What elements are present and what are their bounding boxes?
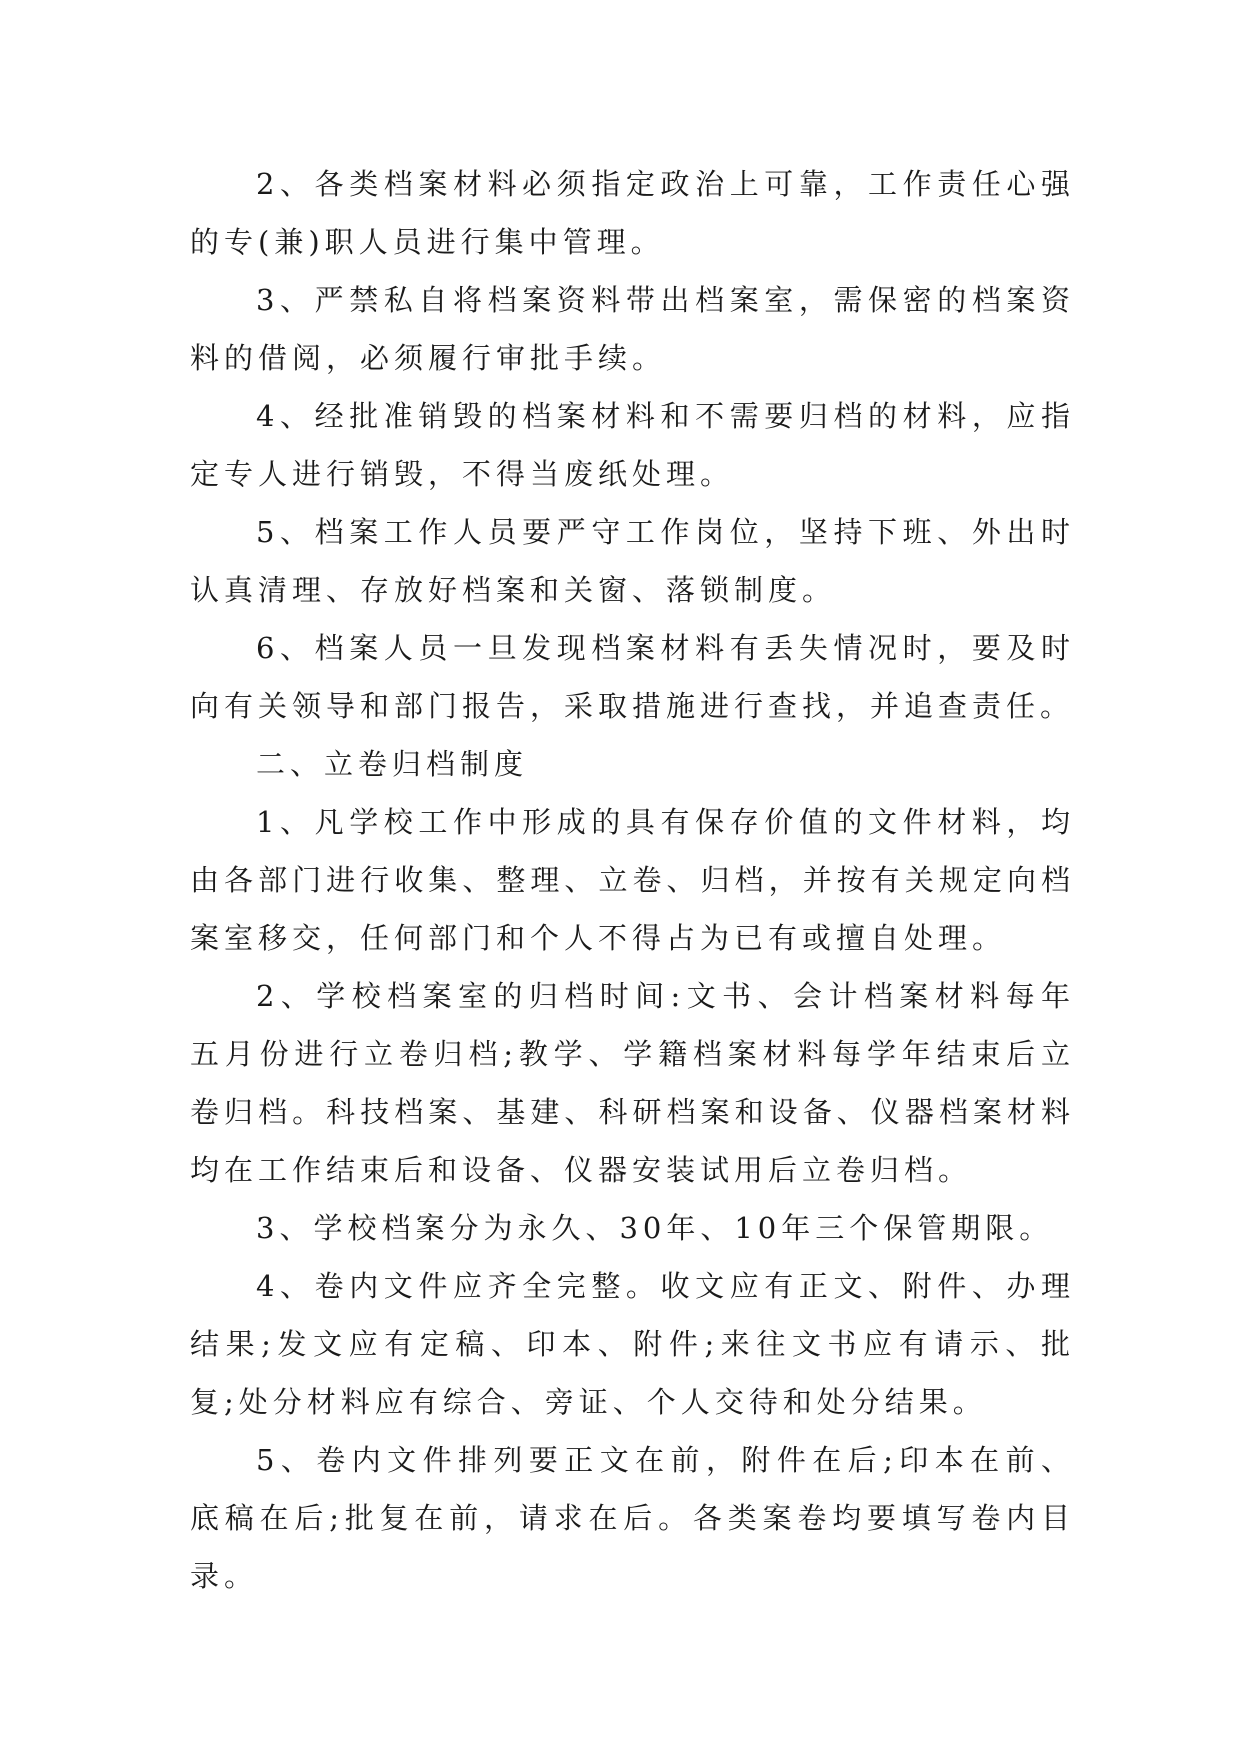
document-body <box>190 155 1075 1605</box>
paragraph-archive-5: 5、卷内文件排列要正文在前，附件在后;印本在前、底稿在后;批复在前，请求在后。各类案卷均要填写卷内目录。 <box>190 1443 1075 1593</box>
paragraph-archive-3: 3、学校档案分为永久、30年、10年三个保管期限。 <box>256 1211 1054 1245</box>
paragraph-rule-2: 2、各类档案材料必须指定政治上可靠，工作责任心强的专(兼)职人员进行集中管理。 <box>190 167 1075 259</box>
paragraph-archive-4: 4、卷内文件应齐全完整。收文应有正文、附件、办理结果;发文应有定稿、印本、附件;来往文书应有请示、批复;处分材料应有综合、旁证、个人交待和处分结果。 <box>190 1269 1075 1419</box>
section-heading: 二、立卷归档制度 <box>256 747 529 781</box>
paragraph-archive-1: 1、凡学校工作中形成的具有保存价值的文件材料，均由各部门进行收集、整理、立卷、归档，并按有关规定向档案室移交，任何部门和个人不得占为已有或擅自处理。 <box>190 805 1075 955</box>
paragraph-rule-6: 6、档案人员一旦发现档案材料有丢失情况时，要及时向有关领导和部门报告，采取措施进行查找，并追查责任。 <box>190 631 1075 723</box>
paragraph-rule-3: 3、严禁私自将档案资料带出档案室，需保密的档案资料的借阅，必须履行审批手续。 <box>190 283 1075 375</box>
paragraph-rule-5: 5、档案工作人员要严守工作岗位，坚持下班、外出时认真清理、存放好档案和关窗、落锁制度。 <box>190 515 1075 607</box>
paragraph-archive-2: 2、学校档案室的归档时间:文书、会计档案材料每年五月份进行立卷归档;教学、学籍档案材料每学年结束后立卷归档。科技档案、基建、科研档案和设备、仪器档案材料均在工作结束后和设备、仪器安装试用后立卷归档。 <box>190 979 1075 1187</box>
paragraph-rule-4: 4、经批准销毁的档案材料和不需要归档的材料，应指定专人进行销毁，不得当废纸处理。 <box>190 399 1075 491</box>
